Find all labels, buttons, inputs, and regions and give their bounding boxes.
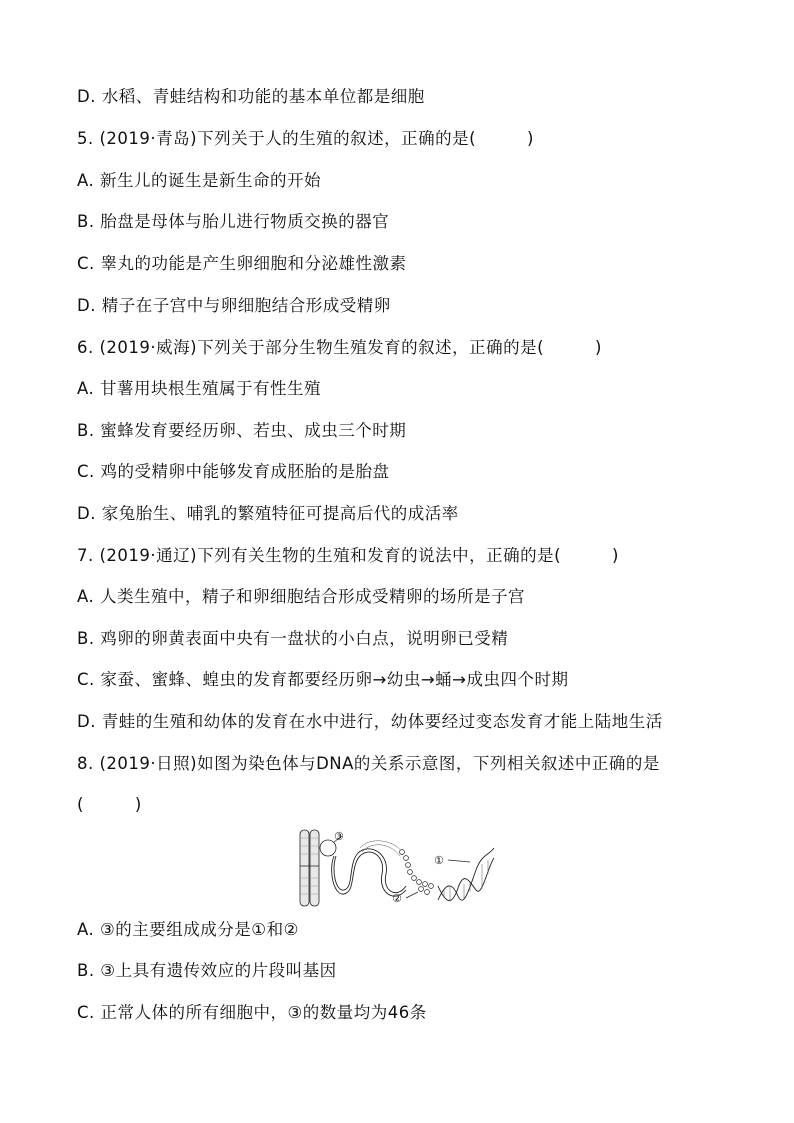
- coiled-chromatin: [332, 841, 406, 896]
- q5-stem: 5. (2019·青岛)下列关于人的生殖的叙述，正确的是( ): [77, 129, 534, 148]
- q8-option-c: C. 正常人体的所有细胞中，③的数量均为46条: [77, 1003, 427, 1022]
- q5-option-a: A. 新生儿的诞生是新生命的开始: [77, 171, 321, 190]
- q6-option-d: D. 家兔胎生、哺乳的繁殖特征可提高后代的成活率: [77, 504, 459, 523]
- figure-label-1: ①: [434, 854, 444, 867]
- q5-option-d: D. 精子在子宫中与卵细胞结合形成受精卵: [77, 296, 391, 315]
- q6-stem: 6. (2019·威海)下列关于部分生物生殖发育的叙述，正确的是( ): [77, 338, 602, 357]
- q6-option-a: A. 甘薯用块根生殖属于有性生殖: [77, 379, 321, 398]
- chromosome-dna-diagram: [298, 826, 498, 912]
- figure-label-2: ②: [392, 892, 402, 905]
- q4-option-d: D. 水稻、青蛙结构和功能的基本单位都是细胞: [77, 87, 425, 106]
- q6-option-c: C. 鸡的受精卵中能够发育成胚胎的是胎盘: [77, 462, 390, 481]
- figure-label-3: ③: [334, 830, 344, 843]
- q6-option-b: B. 蜜蜂发育要经历卵、若虫、成虫三个时期: [77, 421, 407, 440]
- q7-option-b: B. 鸡卵的卵黄表面中央有一盘状的小白点，说明卵已受精: [77, 629, 509, 648]
- q7-option-c: C. 家蚕、蜜蜂、蝗虫的发育都要经历卵→幼虫→蛹→成虫四个时期: [77, 670, 569, 689]
- q7-option-d: D. 青蛙的生殖和幼体的发育在水中进行，幼体要经过变态发育才能上陆地生活: [77, 712, 663, 731]
- q8-option-b: B. ③上具有遗传效应的片段叫基因: [77, 961, 337, 980]
- chromosome-shape: [300, 830, 319, 906]
- q5-option-b: B. 胎盘是母体与胎儿进行物质交换的器官: [77, 212, 390, 231]
- q8-stem-answer-bracket: ( ): [77, 795, 142, 814]
- q8-stem: 8. (2019·日照)如图为染色体与DNA的关系示意图，下列相关叙述中正确的是: [77, 754, 660, 773]
- q7-option-a: A. 人类生殖中，精子和卵细胞结合形成受精卵的场所是子宫: [77, 587, 525, 606]
- q7-stem: 7. (2019·通辽)下列有关生物的生殖和发育的说法中，正确的是( ): [77, 546, 619, 565]
- dna-double-helix: [438, 848, 494, 902]
- q5-option-c: C. 睾丸的功能是产生卵细胞和分泌雄性激素: [77, 254, 407, 273]
- q8-option-a: A. ③的主要组成成分是①和②: [77, 920, 299, 939]
